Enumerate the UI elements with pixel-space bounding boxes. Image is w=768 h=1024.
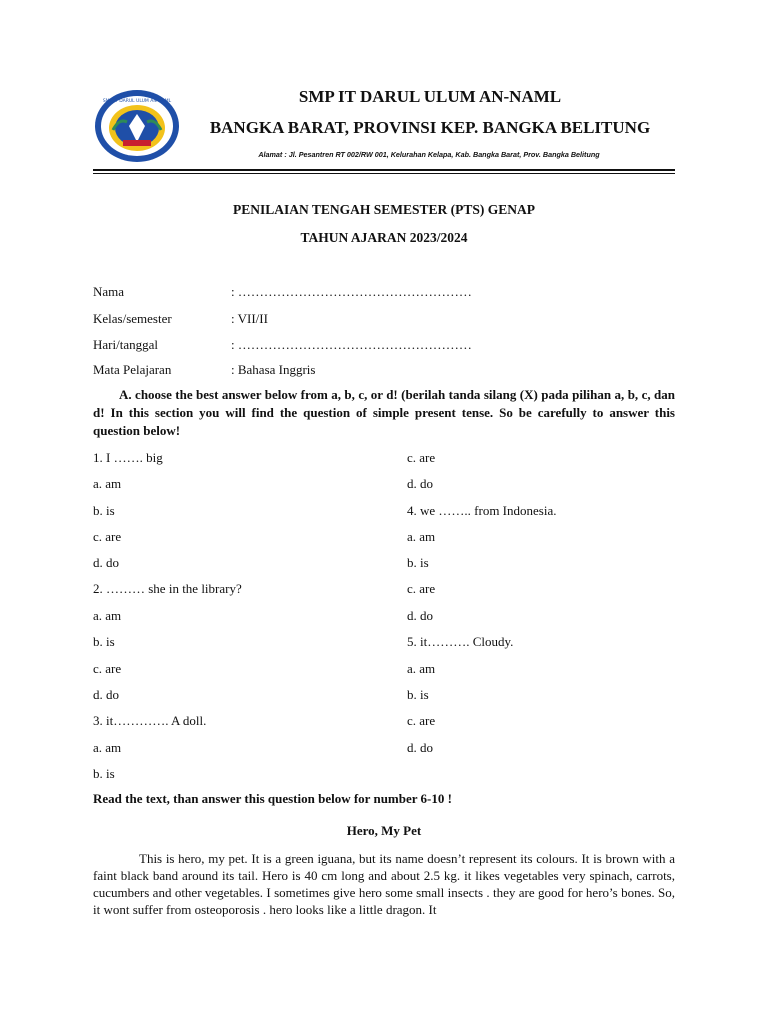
option-3d: d. do <box>407 476 433 491</box>
option-2d: d. do <box>93 687 119 702</box>
option-2b: b. is <box>93 634 115 649</box>
option-5d: d. do <box>407 740 433 755</box>
option-1d: d. do <box>93 555 119 570</box>
school-logo <box>93 88 181 164</box>
option-1c: c. are <box>93 529 122 544</box>
question-2: 2. ……… she in the library? <box>93 581 242 596</box>
option-1a: a. am <box>93 476 122 491</box>
reading-title: Hero, My Pet <box>346 823 422 838</box>
identity-label-subject: Mata Pelajaran <box>93 362 172 377</box>
option-2c: c. are <box>93 661 122 676</box>
option-3b: b. is <box>93 766 115 781</box>
header-divider <box>93 169 675 171</box>
reading-instruction: Read the text, than answer this question below for number 6-10 ! <box>93 791 452 806</box>
identity-value-subject: : Bahasa Inggris <box>231 362 316 377</box>
identity-value-class: : VII/II <box>231 311 268 326</box>
option-3a: a. am <box>93 740 122 755</box>
identity-label-name: Nama <box>93 284 125 299</box>
school-address: Alamat : Jl. Pesantren RT 002/RW 001, Kelurahan Kelapa, Kab. Bangka Barat, Prov. Bangka Belitung <box>258 150 600 159</box>
question-5: 5. it………. Cloudy. <box>407 634 514 649</box>
reading-text: This is hero, my pet. It is a green iguana, but its name doesn’t represent its colours. It is brown with a faint black band around its tail. Hero is 40 cm long and about 2.5 kg. it likes vegetables very spinach, carrots, cucumbers and other vegetables. I sometimes give hero some small insects . they are good for hero’s bones. So, it wont suffer from osteoporosis . hero looks like a little dragon. It <box>93 851 675 917</box>
header-divider-thin <box>93 173 675 174</box>
identity-value-name: : ……………………………………………… <box>231 284 472 299</box>
exam-year: TAHUN AJARAN 2023/2024 <box>300 230 468 245</box>
identity-value-date: : ……………………………………………… <box>231 337 472 352</box>
school-name: SMP IT DARUL ULUM AN-NAML <box>298 87 562 106</box>
option-1b: b. is <box>93 503 115 518</box>
school-region: BANGKA BARAT, PROVINSI KEP. BANGKA BELITUNG <box>209 118 651 137</box>
option-4b: b. is <box>407 555 429 570</box>
logo-text: SMP IT DARUL ULUM AN-NAML <box>102 99 172 104</box>
identity-label-class: Kelas/semester <box>93 311 172 326</box>
exam-title: PENILAIAN TENGAH SEMESTER (PTS) GENAP <box>232 202 536 217</box>
question-4: 4. we …….. from Indonesia. <box>407 503 557 518</box>
identity-label-date: Hari/tanggal <box>93 337 158 352</box>
option-5b: b. is <box>407 687 429 702</box>
option-2a: a. am <box>93 608 122 623</box>
section-a-instruction: A. choose the best answer below from a, b, c, or d! (berilah tanda silang (X) pada pilihan a, b, c, dan d! In this section you will find the question of simple present tense. So be carefully to answer this question below! <box>93 387 675 438</box>
option-5a: a. am <box>407 661 436 676</box>
option-3c: c. are <box>407 450 436 465</box>
option-4a: a. am <box>407 529 436 544</box>
question-3: 3. it…………. A doll. <box>93 713 207 728</box>
option-5c: c. are <box>407 713 436 728</box>
option-4d: d. do <box>407 608 433 623</box>
question-1: 1. I ……. big <box>93 450 163 465</box>
option-4c: c. are <box>407 581 436 596</box>
